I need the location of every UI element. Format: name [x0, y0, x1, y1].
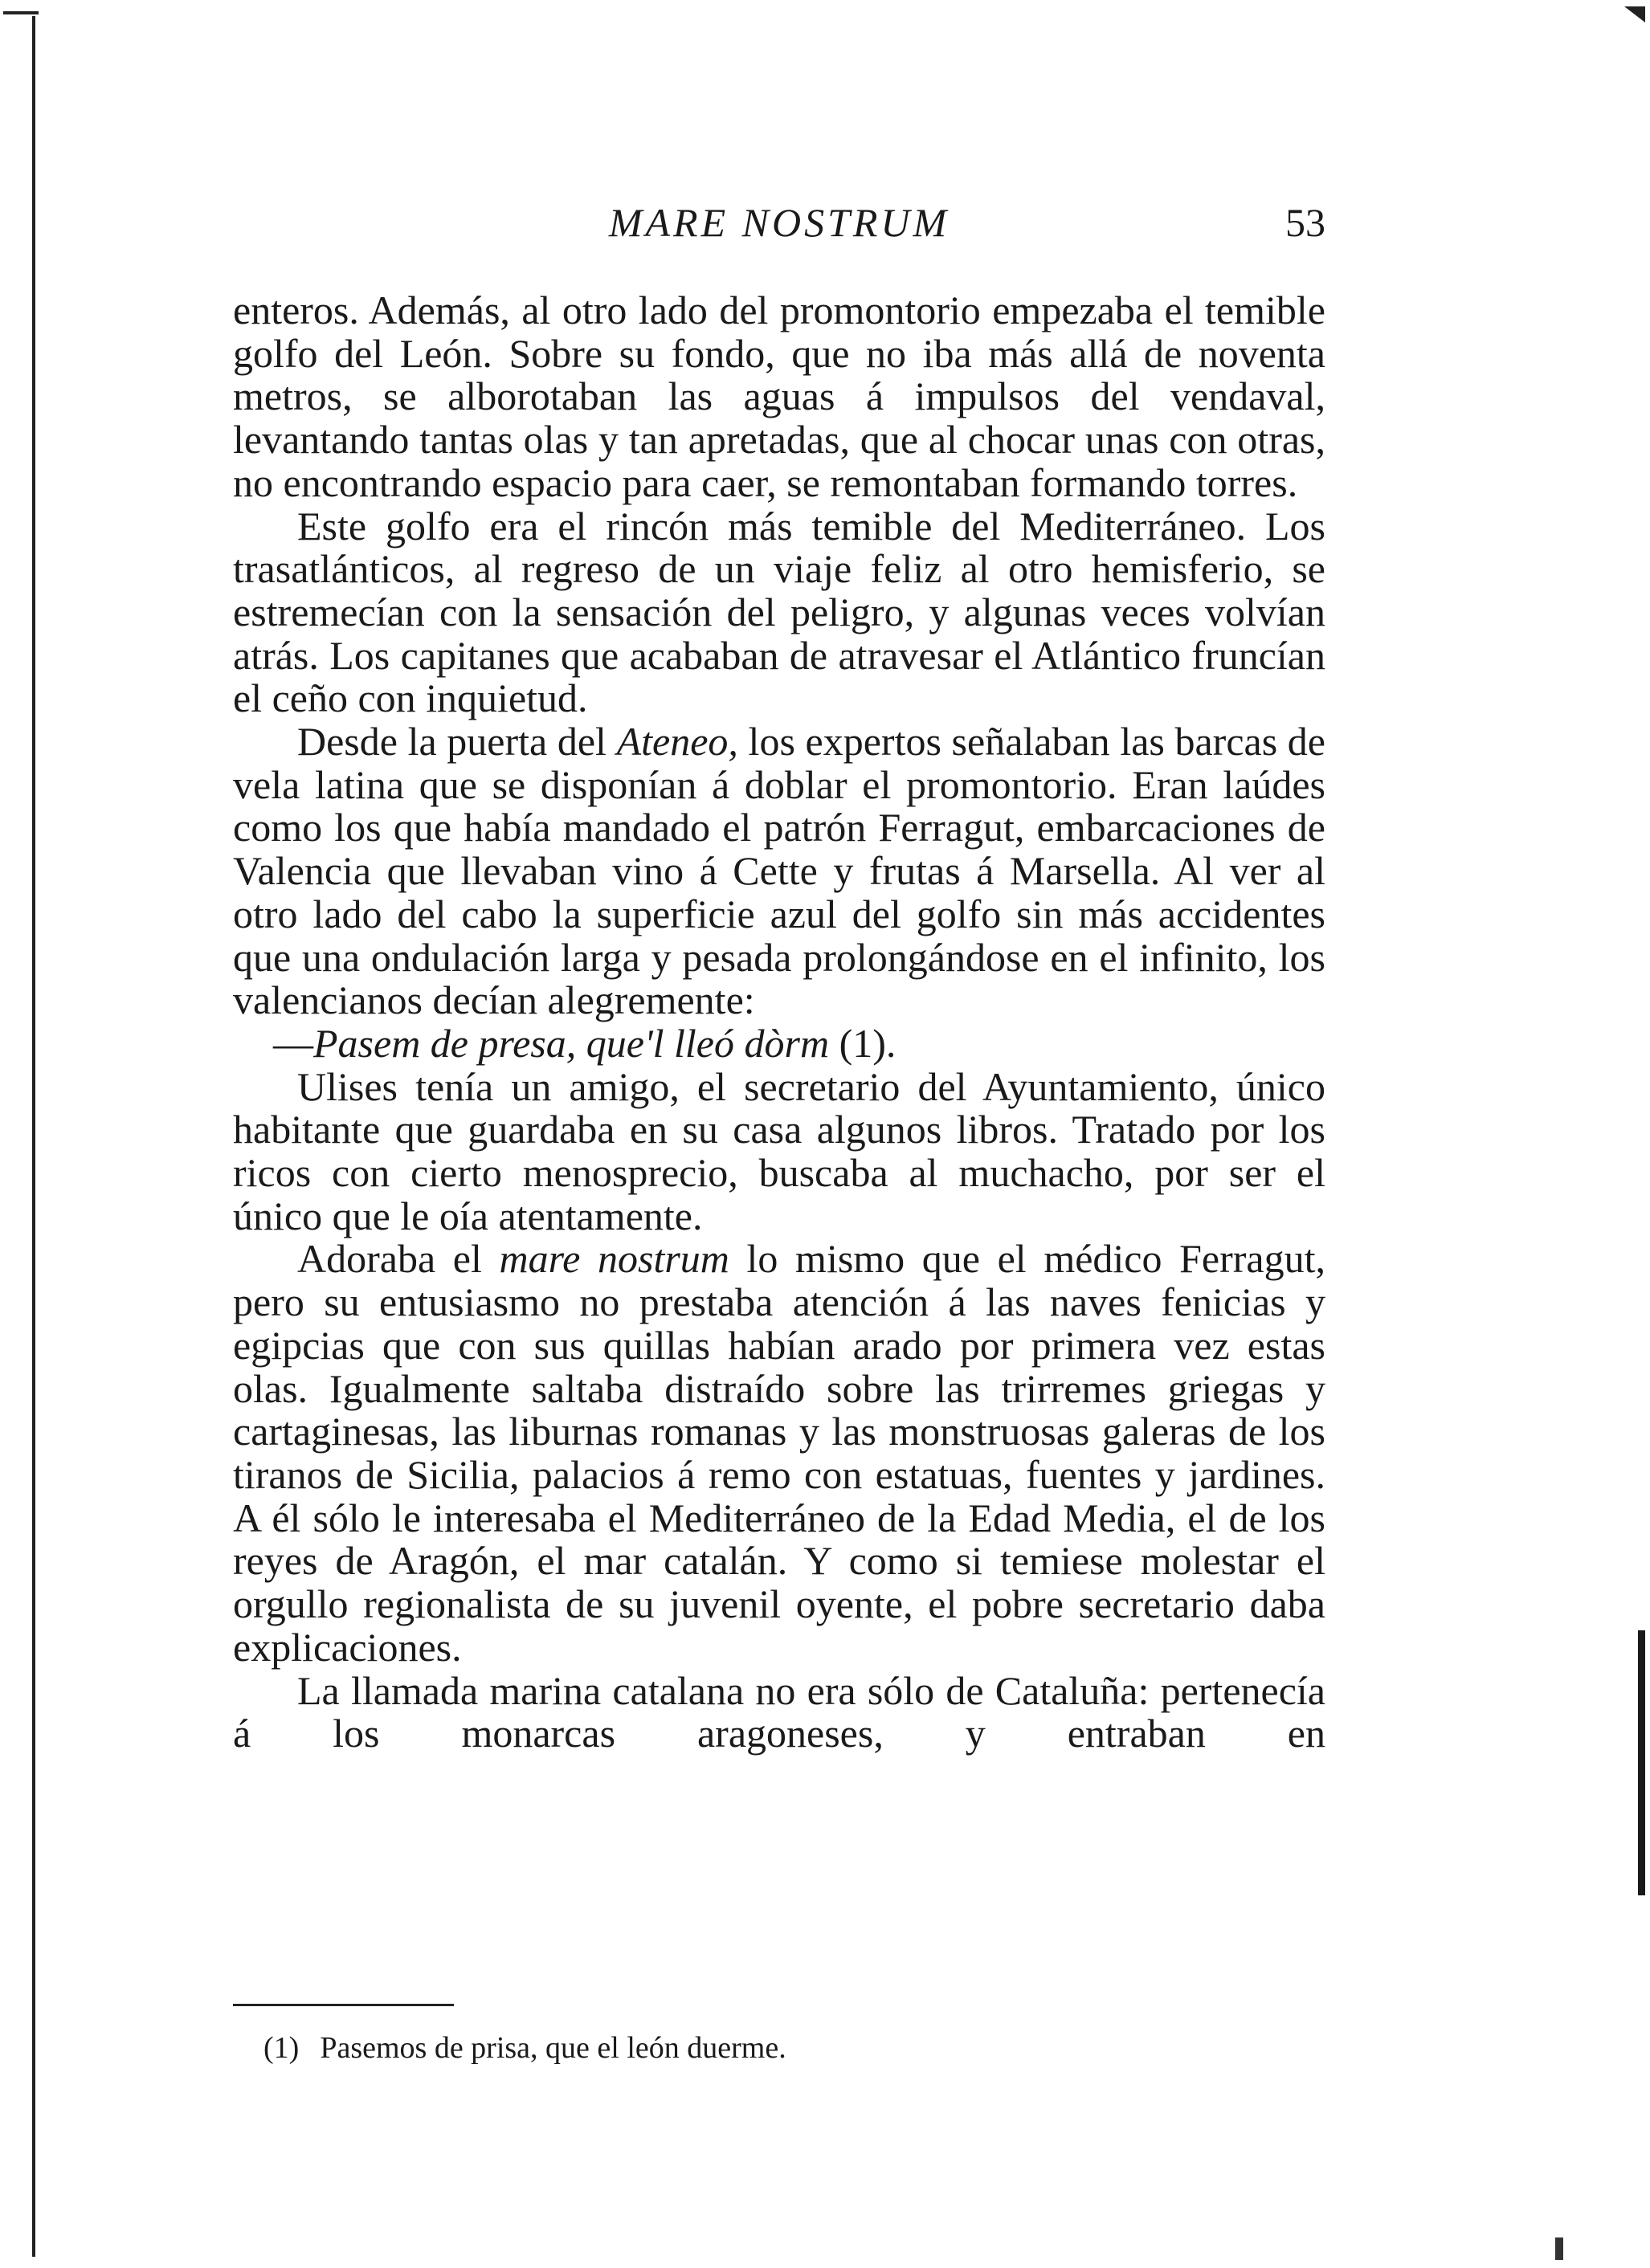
- footnote: [263, 2030, 786, 2066]
- running-head: [233, 199, 1325, 255]
- paragraph-5: [233, 1238, 1325, 1669]
- paragraph-5-text-a: Adoraba el: [297, 1236, 500, 1282]
- paragraph-5-text-b: lo mismo que el médico Ferragut, pero su entusiasmo no prestaba atención á las naves fenicias y egipcias que con sus quillas habían arado por primera vez estas olas. Igualmente saltaba distraído sobre las trirremes griegas y cartaginesas, las liburnas romanas y las monstruosas galeras de los tiranos de Sicilia, palacios á remo con estatuas, fuentes y jardines. A él sólo le interesaba el Mediterráneo de la Edad Media, el de los reyes de Aragón, el mar catalán. Y como si temiese molestar el orgullo regionalista de su juvenil oyente, el pobre secretario daba explicaciones.: [233, 1236, 1325, 1670]
- paragraph-4: Ulises tenía un amigo, el secretario del Ayuntamiento, único habitante que guardaba en su casa algunos libros. Tratado por los ricos con cierto menosprecio, buscaba al muchacho, por ser el único que le oía atentamente.: [233, 1063, 1325, 1238]
- page-number: 53: [1285, 200, 1325, 245]
- paragraph-3-italic: Ateneo,: [616, 719, 738, 765]
- paragraph-1: enteros. Además, al otro lado del promontorio empezaba el temible golfo del León. Sobre su fondo, que no iba más allá de noventa metros, se alborotaban las aguas á impulsos del vendaval, levantando tantas olas y tan apretadas, que al chocar unas con otras, no encontrando espacio para caer, se remontaban formando torres.: [233, 288, 1325, 505]
- quote-dash: —: [273, 1020, 313, 1066]
- scan-edge-corner-mark-right: [1624, 6, 1645, 22]
- footnote-rule: [233, 2004, 454, 2006]
- paragraph-3-text-b: los expertos señalaban las barcas de vela latina que se disponían á doblar el promontorio. Eran laúdes como los que había mandado el patrón Ferragut, embarcaciones de Valencia que llevaban vino á Cette y frutas á Marsella. Al ver al otro lado del cabo la superficie azul del golfo sin más accidentes que una ondulación larga y pesada prolongándose en el infinito, los valencianos decían alegremente:: [233, 719, 1326, 1023]
- body-text: [233, 289, 1325, 1756]
- footnote-text: Pasemos de prisa, que el león duerme.: [320, 2031, 786, 2065]
- paragraph-6: La llamada marina catalana no era sólo de Cataluña: pertenecía á los monarcas aragoneses, y entraban en: [233, 1667, 1325, 1756]
- quoted-line: [233, 1022, 1325, 1066]
- footnote-mark: (1): [263, 2031, 300, 2065]
- scan-edge-corner-mark: [3, 11, 39, 14]
- paragraph-2: Este golfo era el rincón más temible del Mediterráneo. Los trasatlánticos, al regreso de un viaje feliz al otro hemisferio, se estremecían con la sensación del peligro, y algunas veces volvían atrás. Los capitanes que acababan de atravesar el Atlántico fruncían el ceño con inquietud.: [233, 503, 1325, 721]
- running-title: MARE NOSTRUM: [608, 200, 950, 245]
- quote-italic: Pasem de presa, que'l lleó dòrm: [313, 1020, 830, 1066]
- scan-edge-right-shadow: [1638, 1630, 1645, 1895]
- paragraph-3: [233, 720, 1325, 1022]
- footnote-reference: (1).: [829, 1020, 896, 1066]
- paragraph-5-italic: mare nostrum: [499, 1236, 729, 1282]
- scan-edge-bottom-mark: [1555, 2237, 1563, 2260]
- scan-edge-left: [32, 16, 35, 2257]
- paragraph-3-text-a: Desde la puerta del: [297, 719, 617, 765]
